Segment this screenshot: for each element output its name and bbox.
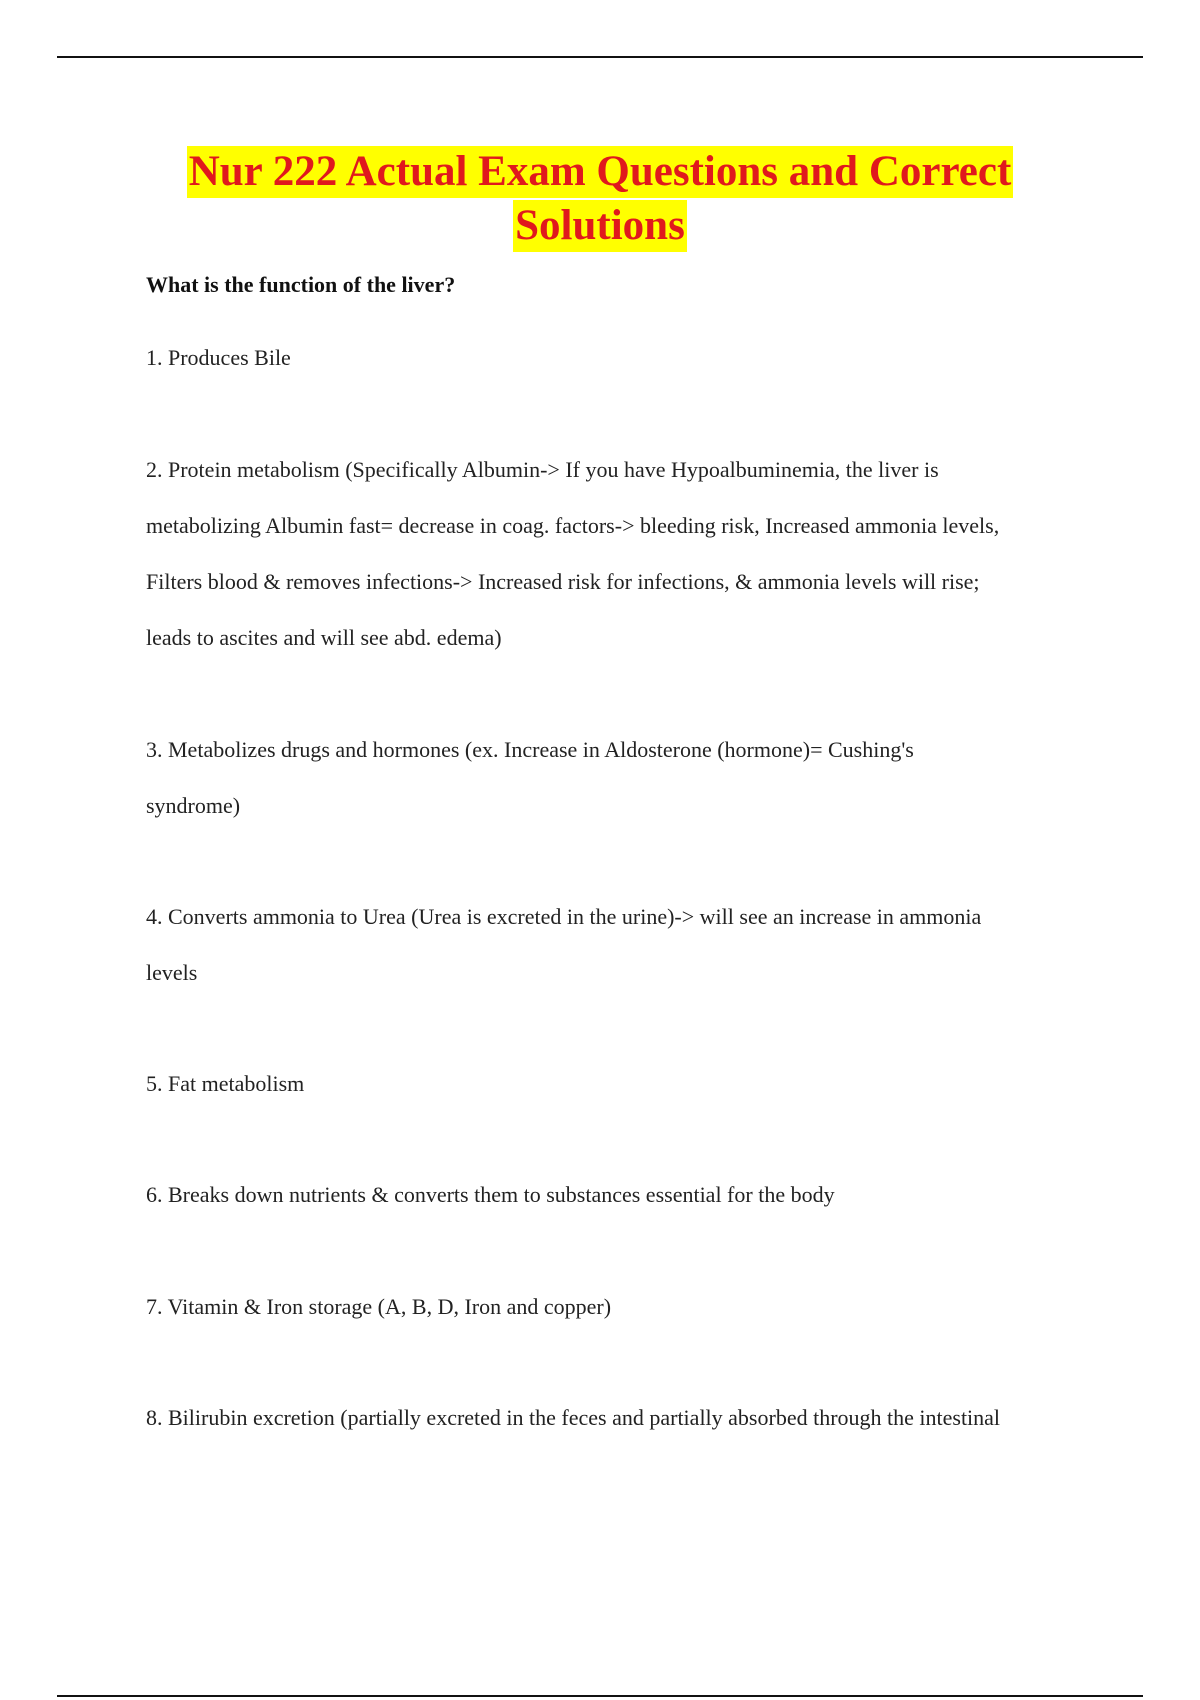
- answer-line: 6. Breaks down nutrients & converts them to substances essential for the body: [146, 1182, 835, 1207]
- answer-line: 2. Protein metabolism (Specifically Albumin-> If you have Hypoalbuminemia, the liver is: [146, 457, 939, 482]
- top-rule: [57, 56, 1143, 58]
- document-title: [0, 146, 1200, 252]
- answer-item-8: [146, 1390, 1106, 1446]
- answer-item-5: [146, 1056, 1106, 1112]
- answer-line: metabolizing Albumin fast= decrease in coag. factors-> bleeding risk, Increased ammonia levels,: [146, 513, 1000, 538]
- answer-line: 5. Fat metabolism: [146, 1071, 305, 1096]
- question-heading: What is the function of the liver?: [146, 272, 456, 297]
- title-line-1: Nur 222 Actual Exam Questions and Correct: [187, 146, 1014, 198]
- answer-line: Filters blood & removes infections-> Increased risk for infections, & ammonia levels will rise;: [146, 569, 980, 594]
- bottom-rule: [57, 1695, 1143, 1697]
- answer-line: 3. Metabolizes drugs and hormones (ex. Increase in Aldosterone (hormone)= Cushing's: [146, 737, 914, 762]
- answer-line: 8. Bilirubin excretion (partially excreted in the feces and partially absorbed through the intestinal: [146, 1405, 1001, 1430]
- answer-item-6: [146, 1167, 1106, 1223]
- answer-item-1: [146, 330, 1106, 386]
- answer-line: 7. Vitamin & Iron storage (A, B, D, Iron and copper): [146, 1294, 612, 1319]
- answer-line: leads to ascites and will see abd. edema): [146, 625, 502, 650]
- answer-item-4: [146, 889, 1106, 1001]
- answer-line: syndrome): [146, 793, 241, 818]
- answer-item-2: [146, 442, 1106, 666]
- answer-item-7: [146, 1279, 1106, 1335]
- answer-item-3: [146, 722, 1106, 834]
- answer-line: 1. Produces Bile: [146, 345, 291, 370]
- title-line-2: Solutions: [513, 200, 687, 252]
- answer-line: 4. Converts ammonia to Urea (Urea is excreted in the urine)-> will see an increase in ammonia: [146, 904, 982, 929]
- answer-line: levels: [146, 960, 198, 985]
